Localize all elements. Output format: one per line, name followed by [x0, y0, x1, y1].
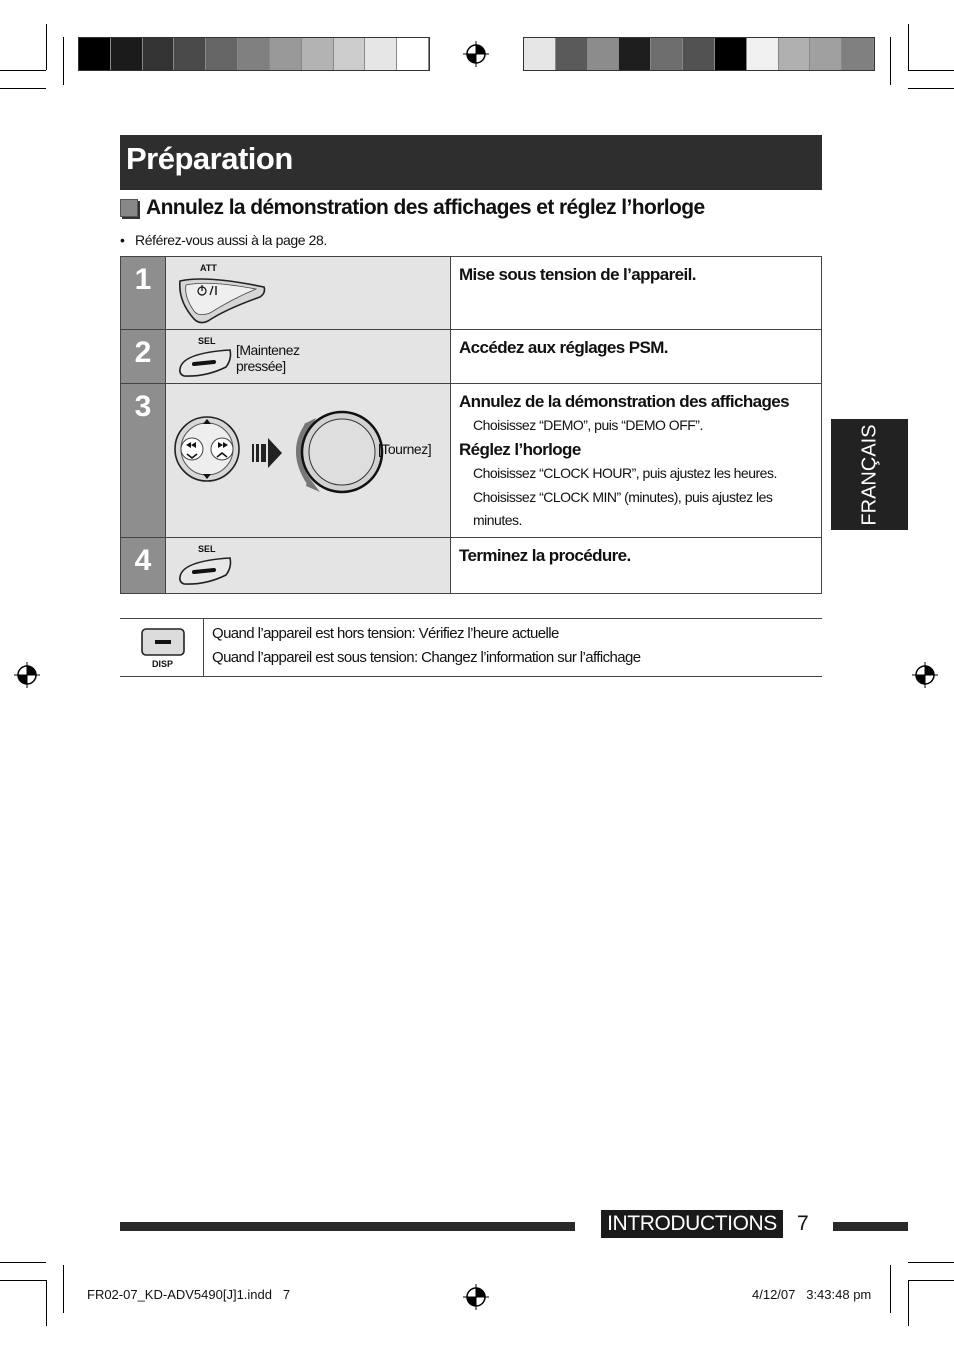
- color-swatch: [588, 38, 620, 70]
- crop-mark: [908, 1262, 954, 1263]
- page-title-bar: [120, 135, 822, 190]
- crop-mark: [0, 88, 46, 89]
- sel-button-icon: [176, 555, 234, 587]
- step-row: [121, 384, 822, 538]
- page-number: 7: [797, 1212, 809, 1235]
- crop-mark: [890, 37, 891, 85]
- page-title: Préparation: [126, 141, 293, 176]
- step-detail: minutes.: [473, 512, 522, 528]
- step-text: [451, 257, 822, 330]
- color-swatch: [238, 38, 270, 70]
- crop-mark: [890, 1265, 891, 1313]
- color-swatch: [842, 38, 874, 70]
- step-heading: Terminez la procédure.: [459, 546, 631, 565]
- step-detail: Choisissez “CLOCK HOUR”, puis ajustez les heures.: [473, 465, 777, 481]
- color-swatch: [779, 38, 811, 70]
- crop-mark: [63, 1265, 64, 1313]
- step-number: 2: [121, 330, 166, 384]
- crop-mark: [908, 70, 954, 71]
- divider: [203, 619, 204, 676]
- color-swatch: [111, 38, 143, 70]
- color-calibration-bar-right: [523, 37, 875, 71]
- step-text: [451, 330, 822, 384]
- color-swatch: [810, 38, 842, 70]
- color-swatch: [556, 38, 588, 70]
- volume-dial-icon: [286, 404, 386, 500]
- disp-info-box: [120, 618, 822, 677]
- disp-button-icon: [140, 627, 186, 657]
- step-illustration: [166, 538, 451, 594]
- footer-rule: [120, 1222, 575, 1231]
- registration-target-icon: [912, 662, 938, 688]
- hold-caption-line1: [Maintenez: [236, 342, 300, 358]
- crop-mark: [908, 1280, 954, 1281]
- color-swatch: [302, 38, 334, 70]
- section-label: INTRODUCTIONS: [601, 1210, 783, 1238]
- color-swatch: [651, 38, 683, 70]
- att-label: ATT: [200, 263, 217, 273]
- step-text: [451, 538, 822, 594]
- registration-target-icon: [14, 662, 40, 688]
- crop-mark: [908, 1280, 909, 1326]
- step-text: [451, 384, 822, 538]
- color-swatch: [79, 38, 111, 70]
- color-swatch: [365, 38, 397, 70]
- crop-mark: [0, 1280, 46, 1281]
- color-swatch: [397, 38, 429, 70]
- crop-mark: [63, 37, 64, 85]
- color-swatch: [143, 38, 175, 70]
- step-heading: Mise sous tension de l’appareil.: [459, 265, 696, 284]
- step-number: 4: [121, 538, 166, 594]
- crop-mark: [908, 88, 954, 89]
- hold-caption-line2: pressée]: [236, 358, 286, 374]
- color-calibration-bar-left: [78, 37, 430, 71]
- arrow-right-icon: [252, 436, 284, 470]
- sel-button-icon: [176, 347, 234, 379]
- crop-mark: [908, 24, 909, 70]
- sel-label: SEL: [198, 544, 216, 554]
- step-number: 1: [121, 257, 166, 330]
- step-illustration: [166, 384, 451, 538]
- crop-mark: [0, 70, 46, 71]
- color-swatch: [619, 38, 651, 70]
- step-detail: Choisissez “CLOCK MIN” (minutes), puis ajustez les: [473, 489, 773, 505]
- footer-rule: [833, 1222, 908, 1231]
- power-att-button-icon: [176, 275, 268, 325]
- step-heading: Accédez aux réglages PSM.: [459, 338, 668, 357]
- step-subheading: Réglez l’horloge: [459, 440, 581, 459]
- section-heading-text: Annulez la démonstration des affichages et réglez l’horloge: [146, 196, 705, 219]
- color-swatch: [715, 38, 747, 70]
- timestamp-slug: 4/12/07 3:43:48 pm: [752, 1287, 872, 1302]
- step-row: [121, 538, 822, 594]
- turn-caption: [Tournez]: [378, 441, 432, 457]
- step-heading: Annulez de la démonstration des affichages: [459, 392, 789, 411]
- section-heading: [120, 196, 705, 220]
- crop-mark: [0, 1262, 46, 1263]
- color-swatch: [174, 38, 206, 70]
- crop-mark: [46, 1280, 47, 1326]
- disp-label: DISP: [152, 659, 174, 669]
- steps-table: [120, 256, 822, 594]
- step-row: [121, 330, 822, 384]
- color-swatch: [334, 38, 366, 70]
- color-swatch: [270, 38, 302, 70]
- language-tab-label: FRANÇAIS: [858, 423, 880, 526]
- step-illustration: [166, 330, 451, 384]
- color-swatch: [206, 38, 238, 70]
- step-illustration: [166, 257, 451, 330]
- reference-note-text: Référez-vous aussi à la page 28.: [134, 232, 327, 248]
- color-swatch: [524, 38, 556, 70]
- registration-target-icon: [463, 1284, 489, 1310]
- square-bullet-icon: [120, 199, 138, 217]
- disp-info-line: Quand l’appareil est sous tension: Changez l’information sur l’affichage: [212, 649, 641, 666]
- step-number: 3: [121, 384, 166, 538]
- control-pad-icon: [172, 414, 242, 484]
- color-swatch: [747, 38, 779, 70]
- registration-target-icon: [463, 41, 489, 67]
- step-detail: Choisissez “DEMO”, puis “DEMO OFF”.: [473, 417, 703, 433]
- color-swatch: [683, 38, 715, 70]
- language-tab: [831, 419, 908, 530]
- crop-mark: [46, 24, 47, 70]
- sel-label: SEL: [198, 336, 216, 346]
- file-slug: FR02-07_KD-ADV5490[J]1.indd 7: [87, 1287, 291, 1302]
- reference-note: • Référez-vous aussi à la page 28.: [120, 232, 327, 248]
- disp-info-line: Quand l’appareil est hors tension: Vérifiez l’heure actuelle: [212, 625, 559, 642]
- step-row: [121, 257, 822, 330]
